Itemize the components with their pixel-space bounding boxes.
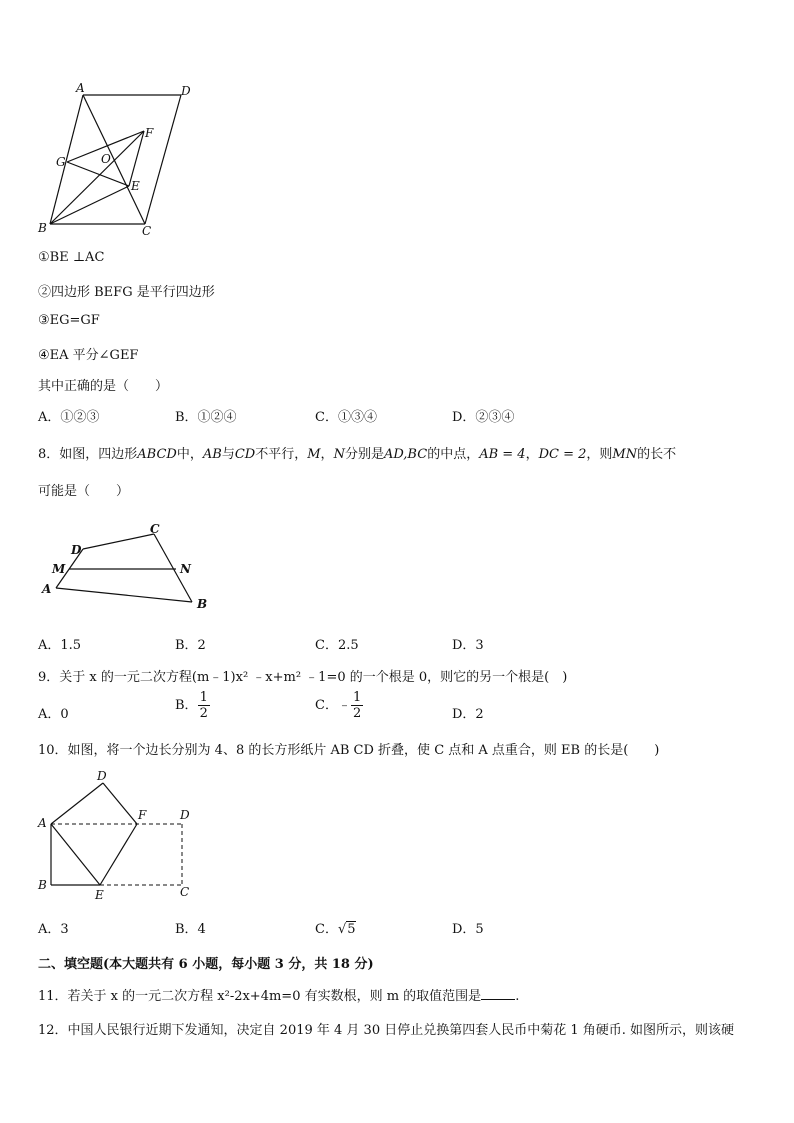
q7-statement-3: ③EG=GF: [38, 313, 100, 328]
q8-option-a[interactable]: A．1.5: [38, 638, 82, 653]
fraction-one-half: $\frac{1}{2}$: [199, 690, 208, 721]
q8-option-c[interactable]: C．2.5: [315, 638, 359, 653]
q9-option-c[interactable]: C．﹣ $\frac{1}{2}$: [315, 690, 362, 721]
label-f: F: [145, 126, 154, 140]
q7-statement-4: ④EA 平分∠GEF: [38, 348, 139, 363]
label-b: B: [38, 221, 47, 235]
q8-option-b[interactable]: B．2: [175, 638, 206, 653]
q7-statement-2: ②四边形 BEFG 是平行四边形: [38, 285, 215, 300]
label-b: B: [197, 597, 208, 611]
label-c: C: [150, 522, 160, 536]
q8-text: 8．如图，四边形ABCD中，AB与CD不平行，M，N分别是AD,BC的中点，AB = 4，DC = 2，则MN的长不: [38, 447, 677, 462]
label-g: G: [56, 155, 66, 169]
label-d: D: [71, 543, 82, 557]
fraction-one-half: $\frac{1}{2}$: [352, 690, 362, 721]
label-e: E: [95, 888, 104, 902]
q8-option-d[interactable]: D．3: [452, 638, 484, 653]
q10-option-d[interactable]: D．5: [452, 922, 484, 937]
label-d: D: [181, 84, 191, 98]
q12-text: 12．中国人民银行近期下发通知，决定自 2019 年 4 月 30 日停止兑换第四套人民币中菊花 1 角硬币. 如图所示，则该硬: [38, 1023, 735, 1038]
label-a: A: [76, 81, 85, 95]
q9-option-d[interactable]: D．2: [452, 707, 484, 722]
label-m: M: [52, 562, 66, 576]
parallelogram-figure: [34, 80, 204, 240]
q7-prompt: 其中正确的是（ ）: [38, 379, 169, 394]
quadrilateral-figure: [36, 520, 226, 615]
label-a: A: [42, 582, 52, 596]
q7-option-c[interactable]: C．①③④: [315, 410, 377, 425]
q11-text: 11．若关于 x 的一元二次方程 x²-2x+4m=0 有实数根，则 m 的取值范围是 .: [38, 989, 520, 1004]
q7-statement-1: ①BE ⊥AC: [38, 250, 105, 265]
label-o: O: [101, 152, 111, 166]
q7-option-d[interactable]: D．②③④: [452, 410, 515, 425]
q8-text-line2: 可能是（ ）: [38, 484, 130, 499]
q9-option-a[interactable]: A．0: [38, 707, 69, 722]
q10-text: 10．如图，将一个边长分别为 4、8 的长方形纸片 AB CD 折叠，使 C 点和 A 点重合，则 EB 的长是( ): [38, 743, 660, 758]
q9-text: 9．关于 x 的一元二次方程(m﹣1)x² ﹣x+m² ﹣1=0 的一个根是 0，则它的另一个根是( ): [38, 670, 568, 685]
sqrt-symbol: √: [337, 922, 347, 937]
q10-option-c[interactable]: C．√5: [315, 922, 356, 937]
label-e: E: [131, 179, 140, 193]
label-f: F: [138, 808, 147, 822]
q10-option-b[interactable]: B．4: [175, 922, 206, 937]
label-a: A: [38, 816, 47, 830]
label-n: N: [180, 562, 191, 576]
label-d: D: [97, 769, 107, 783]
q7-option-a[interactable]: A．①②③: [38, 410, 100, 425]
q9-option-b[interactable]: B． $\frac{1}{2}$: [175, 690, 208, 721]
label-d: D: [180, 808, 190, 822]
answer-blank[interactable]: [481, 987, 515, 1000]
section-title: 二、填空题(本大题共有 6 小题，每小题 3 分，共 18 分): [38, 957, 374, 972]
folded-rectangle-figure: [34, 765, 204, 905]
label-b: B: [38, 878, 47, 892]
label-c: C: [180, 885, 190, 899]
label-c: C: [142, 224, 152, 238]
q10-option-a[interactable]: A．3: [38, 922, 69, 937]
q7-option-b[interactable]: B．①②④: [175, 410, 237, 425]
